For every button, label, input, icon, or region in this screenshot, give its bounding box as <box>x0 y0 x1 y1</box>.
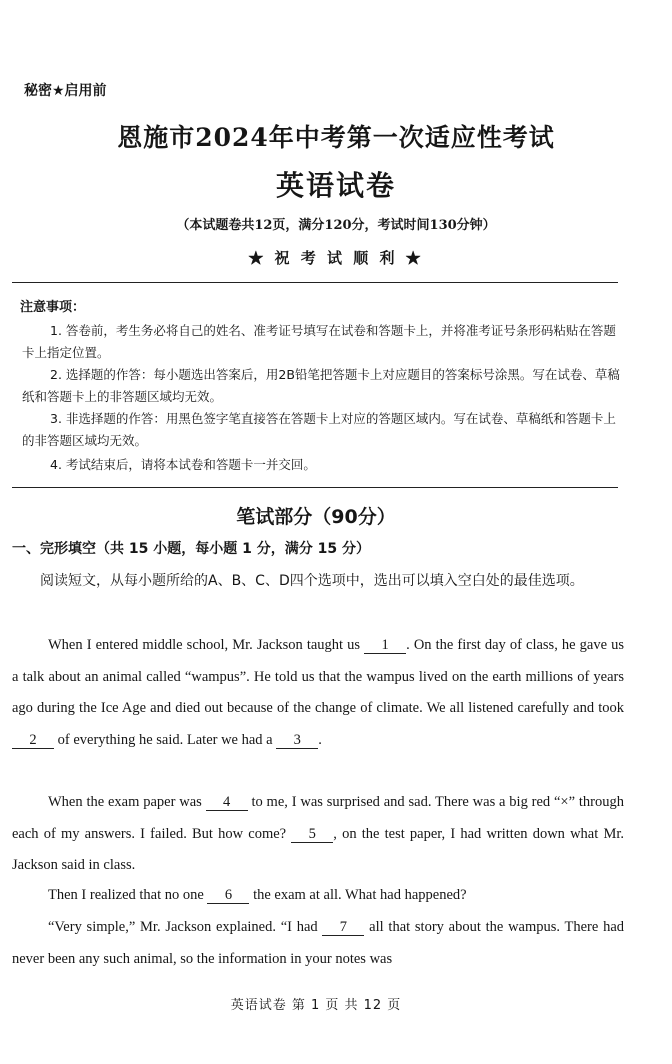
blank-3: 3 <box>276 732 318 749</box>
text: . <box>318 731 322 748</box>
text: , on the test paper, I had written down what Mr. Jackson said in class. <box>12 825 624 873</box>
passage-paragraph-4 <box>12 912 624 975</box>
text: “Very simple,” Mr. Jackson explained. “I had <box>48 919 318 935</box>
blank-4: 4 <box>206 794 248 811</box>
notice-item-2: 2. 选择题的作答：每小题选出答案后，用2B铅笔把答题卡上对应题目的答案标号涂黑。写在试卷、草稿纸和答题卡上的非答题区域均无效。 <box>22 367 620 404</box>
instruction: 阅读短文，从每小题所给的A、B、C、D四个选项中，选出可以填入空白处的最佳选项。 <box>40 573 584 589</box>
blank-1: 1 <box>364 637 406 654</box>
blank-6: 6 <box>207 887 249 904</box>
section-title: 笔试部分（90分） <box>236 506 396 528</box>
exam-info: （本试题卷共12页，满分120分，考试时间130分钟） <box>176 218 496 233</box>
text: all that story about the wampus. There had never been any such animal, so the information in your notes was <box>12 919 624 967</box>
text: the exam at all. What had happened? <box>253 887 467 903</box>
page-footer: 英语试卷 第 1 页 共 12 页 <box>230 998 402 1013</box>
passage-paragraph-2 <box>12 787 624 882</box>
blank-2: 2 <box>12 732 54 749</box>
text: of everything he said. Later we had a <box>57 731 273 748</box>
notice-item-1: 1. 答卷前，考生务必将自己的姓名、准考证号填写在试卷和答题卡上，并将准考证号条形码粘贴在答题卡上指定位置。 <box>22 323 616 360</box>
text: When the exam paper was <box>48 794 202 810</box>
notice-title: 注意事项： <box>20 300 86 315</box>
confidential-label: 秘密★启用前 <box>24 83 107 99</box>
text: . On the first day of class, he gave us a talk about an animal called “wampus”. He told us that the wampus lived on the earth millions of years ago during the Ice Age and died out because of the change of climate. We all listened carefully and took <box>12 637 624 716</box>
notice-item-3: 3. 非选择题的作答：用黑色签字笔直接答在答题卡上对应的答题区域内。写在试卷、草稿纸和答题卡上的非答题区域均无效。 <box>22 411 616 448</box>
exam-title: 恩施市2024年中考第一次适应性考试 <box>117 123 555 152</box>
notice-item-4: 4. 考试结束后，请将本试卷和答题卡一并交回。 <box>50 457 316 472</box>
blank-7: 7 <box>322 919 364 936</box>
passage-paragraph-3 <box>12 880 624 912</box>
text: to me, I was surprised and sad. There was a big red “×” through each of my answers. I failed. But how come? <box>12 794 624 842</box>
passage-paragraph-1 <box>12 630 624 756</box>
text: Then I realized that no one <box>48 887 204 903</box>
good-luck-banner: ★ 祝 考 试 顺 利 ★ <box>248 249 424 267</box>
blank-5: 5 <box>291 826 333 843</box>
text: When I entered middle school, Mr. Jackson taught us <box>48 637 361 653</box>
exam-subject: 英语试卷 <box>275 169 396 202</box>
part-title: 一、完形填空（共 15 小题，每小题 1 分，满分 15 分） <box>12 541 370 557</box>
divider-top <box>12 282 618 283</box>
divider-bottom <box>12 487 618 488</box>
